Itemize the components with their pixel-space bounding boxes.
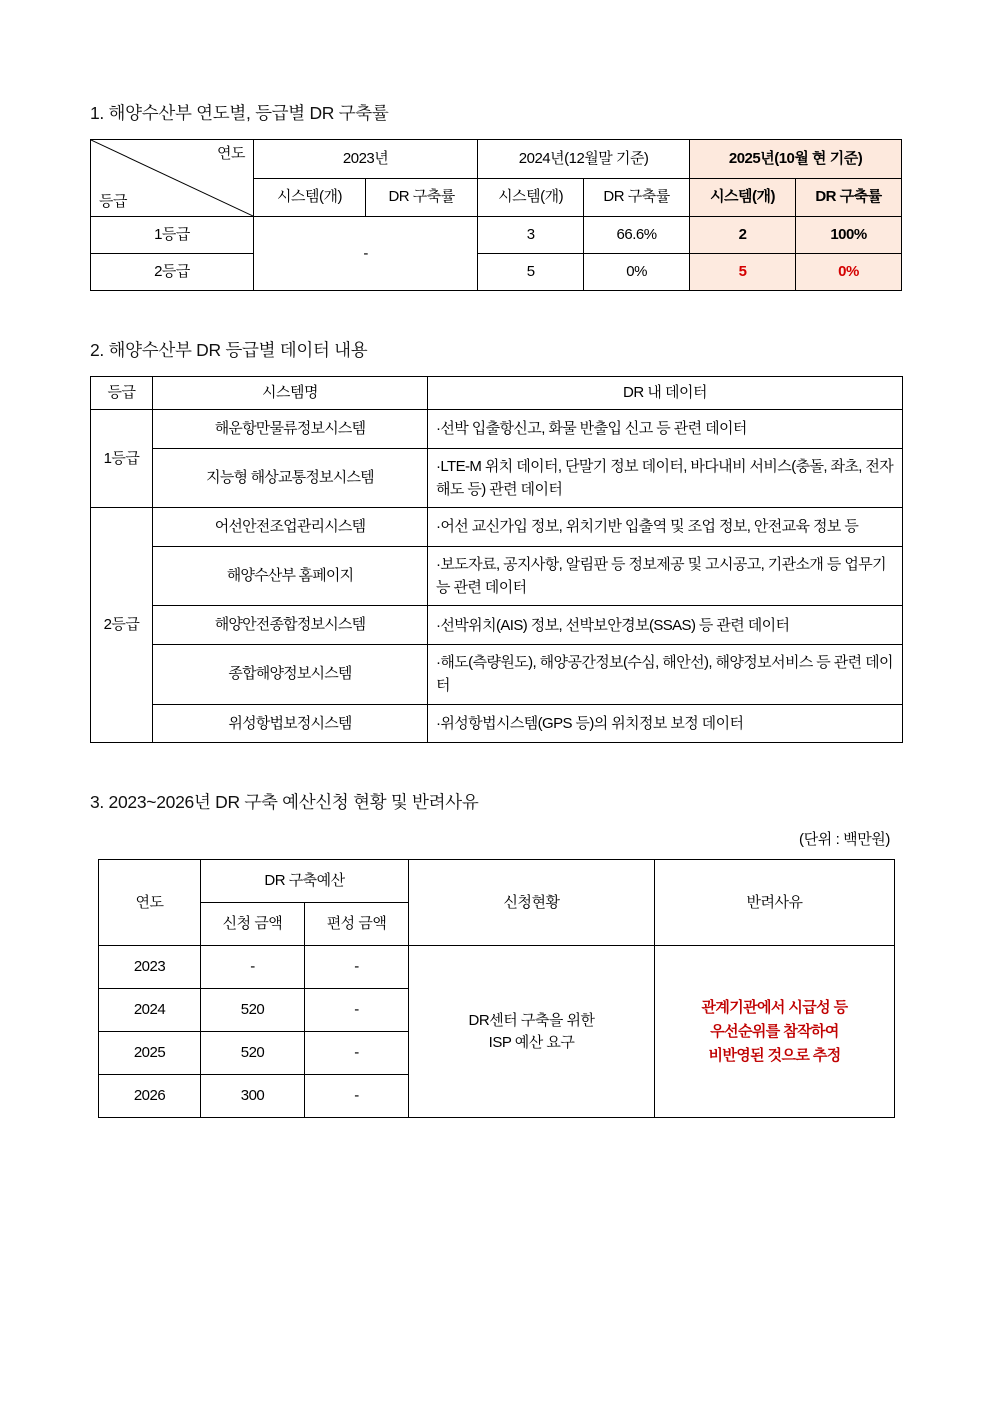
header-year-2024: 2024년(12월말 기준): [478, 140, 690, 179]
subheader-2025-systems: 시스템(개): [690, 178, 796, 217]
unit-note: (단위 : 백만원): [799, 831, 890, 849]
header-allocated-amount: 편성 금액: [305, 903, 409, 946]
table-row: [91, 217, 902, 254]
dr-data: ·LTE-M 위치 데이터, 단말기 정보 데이터, 바다내비 서비스(충돌, 좌초, 전자해도 등) 관련 데이터: [428, 448, 903, 508]
table-row: [91, 448, 903, 508]
system-name: 위성항법보정시스템: [153, 704, 428, 743]
table-row: [91, 140, 902, 179]
cell-reason: [655, 946, 895, 1118]
corner-label-grade: 등급: [99, 193, 127, 211]
group-grade-2: 2등급: [91, 508, 153, 743]
cell-request: 520: [201, 989, 305, 1032]
cell-2024-rate-g2: 0%: [584, 254, 690, 291]
table-row: [99, 860, 895, 903]
cell-allocated: -: [305, 946, 409, 989]
dr-data: ·위성항법시스템(GPS 등)의 위치정보 보정 데이터: [428, 704, 903, 743]
table-budget-request: [98, 859, 895, 1118]
table-row: [91, 546, 903, 606]
table-row: [99, 946, 895, 989]
cell-request: 300: [201, 1075, 305, 1118]
table-row: [91, 704, 903, 743]
cell-2025-rate-g1: 100%: [796, 217, 902, 254]
dr-data: ·해도(측량원도), 해양공간정보(수심, 해안선), 해양정보서비스 등 관련 데이터: [428, 645, 903, 705]
cell-status: [409, 946, 655, 1118]
system-name: 해양안전종합정보시스템: [153, 606, 428, 645]
cell-2024-systems-g1: 3: [478, 217, 584, 254]
section-2: [90, 337, 902, 743]
cell-2024-rate-g1: 66.6%: [584, 217, 690, 254]
section-3: [90, 789, 902, 1118]
cell-2025-systems-g2: 5: [690, 254, 796, 291]
section-1-title: 1. 해양수산부 연도별, 등급별 DR 구축률: [90, 103, 389, 123]
reason-line-3: 비반영된 것으로 추정: [708, 1046, 841, 1064]
cell-allocated: -: [305, 989, 409, 1032]
subheader-2024-rate: DR 구축률: [584, 178, 690, 217]
cell-allocated: -: [305, 1032, 409, 1075]
status-line-2: ISP 예산 요구: [488, 1033, 575, 1051]
header-budget: DR 구축예산: [201, 860, 409, 903]
table-row: [91, 409, 903, 448]
reason-line-1: 관계기관에서 시급성 등: [701, 998, 848, 1016]
dr-data: ·어선 교신가입 정보, 위치기반 입출역 및 조업 정보, 안전교육 정보 등: [428, 508, 903, 547]
table-row: [91, 254, 902, 291]
dr-data: ·선박 입출항신고, 화물 반출입 신고 등 관련 데이터: [428, 409, 903, 448]
cell-year: 2024: [99, 989, 201, 1032]
section-3-title: 3. 2023~2026년 DR 구축 예산신청 현황 및 반려사유: [90, 792, 479, 813]
cell-year: 2023: [99, 946, 201, 989]
cell-request: 520: [201, 1032, 305, 1075]
cell-year: 2025: [99, 1032, 201, 1075]
table-row: [91, 508, 903, 547]
cell-request: -: [201, 946, 305, 989]
system-name: 해양수산부 홈페이지: [153, 546, 428, 606]
status-line-1: DR센터 구축을 위한: [468, 1012, 595, 1029]
header-year: 연도: [99, 860, 201, 946]
section-1: [90, 100, 902, 291]
header-year-2025: 2025년(10월 현 기준): [690, 140, 902, 179]
header-dr-data: DR 내 데이터: [428, 377, 903, 410]
cell-2023-empty: -: [254, 217, 478, 291]
cell-2025-systems-g1: 2: [690, 217, 796, 254]
header-grade: 등급: [91, 377, 153, 410]
system-name: 해운항만물류정보시스템: [153, 409, 428, 448]
dr-data: ·선박위치(AIS) 정보, 선박보안경보(SSAS) 등 관련 데이터: [428, 606, 903, 645]
header-status: 신청현황: [409, 860, 655, 946]
row-grade-1: 1등급: [91, 217, 254, 254]
section-2-title: 2. 해양수산부 DR 등급별 데이터 내용: [90, 340, 368, 360]
subheader-2025-rate: DR 구축률: [796, 178, 902, 217]
table-dr-data-by-grade: [90, 376, 903, 743]
corner-header-cell: [91, 140, 254, 217]
cell-2024-systems-g2: 5: [478, 254, 584, 291]
group-grade-1: 1등급: [91, 409, 153, 507]
reason-line-2: 우선순위를 참작하여: [710, 1022, 839, 1040]
system-name: 지능형 해상교통정보시스템: [153, 448, 428, 508]
header-request-amount: 신청 금액: [201, 903, 305, 946]
header-system-name: 시스템명: [153, 377, 428, 410]
dr-data: ·보도자료, 공지사항, 알림판 등 정보제공 및 고시공고, 기관소개 등 업무기능 관련 데이터: [428, 546, 903, 606]
subheader-2023-systems: 시스템(개): [254, 178, 366, 217]
system-name: 종합해양정보시스템: [153, 645, 428, 705]
table-dr-rate-by-year: [90, 139, 902, 291]
corner-label-year: 연도: [217, 145, 245, 162]
row-grade-2: 2등급: [91, 254, 254, 291]
cell-year: 2026: [99, 1075, 201, 1118]
cell-2025-rate-g2: 0%: [796, 254, 902, 291]
header-year-2023: 2023년: [254, 140, 478, 179]
system-name: 어선안전조업관리시스템: [153, 508, 428, 547]
table-row: [91, 377, 903, 410]
subheader-2023-rate: DR 구축률: [366, 178, 478, 217]
subheader-2024-systems: 시스템(개): [478, 178, 584, 217]
table-row: [91, 645, 903, 705]
table-row: [91, 606, 903, 645]
cell-allocated: -: [305, 1075, 409, 1118]
header-reason: 반려사유: [655, 860, 895, 946]
